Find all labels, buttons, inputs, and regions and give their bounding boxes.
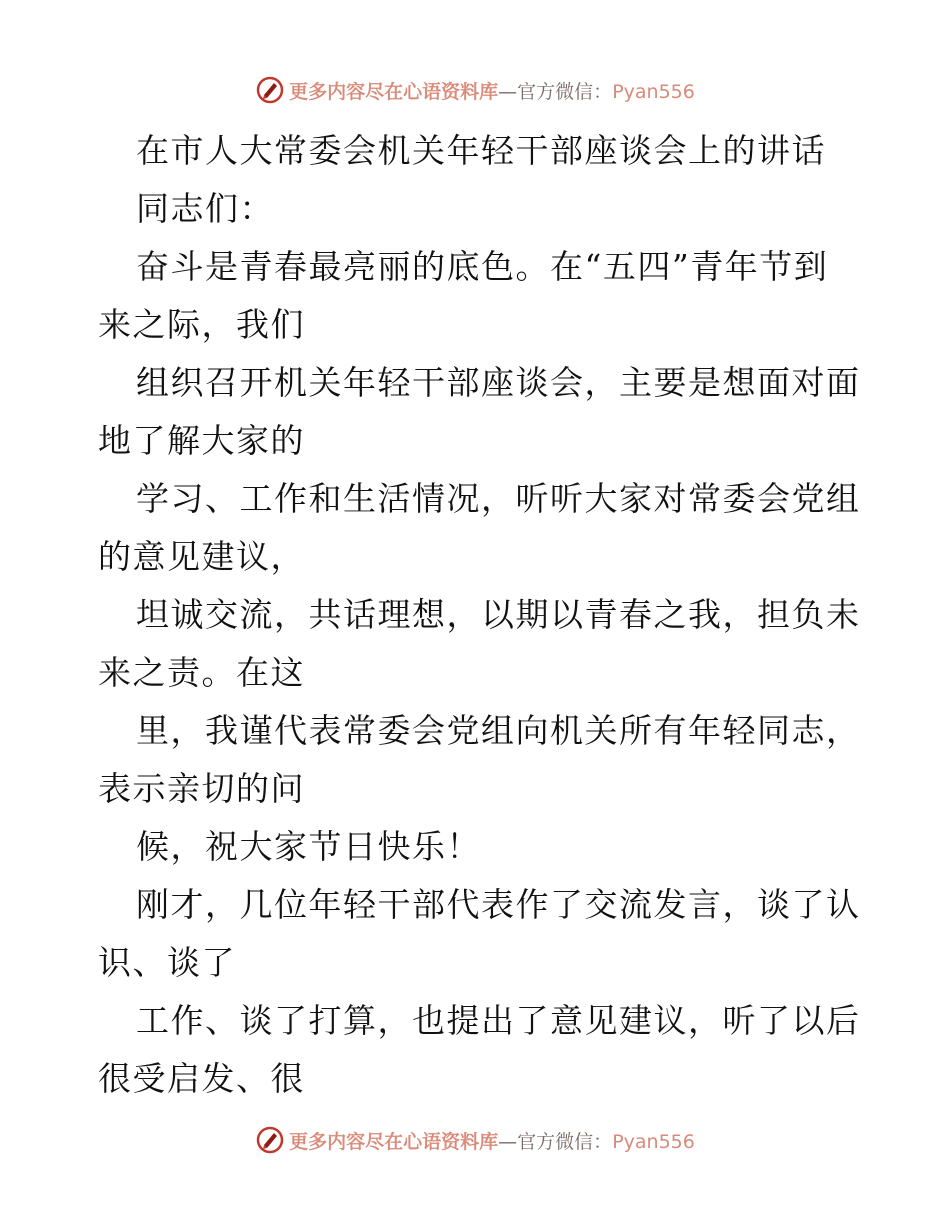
document-line: 学习、工作和生活情况，听听大家对常委会党组 xyxy=(136,479,861,518)
document-line: 表示亲切的问 xyxy=(98,769,305,808)
banner-main-text: 更多内容尽在心语资料库 xyxy=(289,1130,499,1153)
document-line: 来之际，我们 xyxy=(98,305,305,344)
pen-nib-logo-icon xyxy=(255,1125,285,1155)
banner-text xyxy=(289,77,695,104)
banner-text xyxy=(289,1127,695,1154)
document-line: 候，祝大家节日快乐！ xyxy=(136,827,481,866)
document-line: 奋斗是青春最亮丽的底色。在“五四”青年节到 xyxy=(136,247,829,286)
document-line: 同志们： xyxy=(136,189,274,228)
document-line: 识、谈了 xyxy=(98,943,236,982)
document-body xyxy=(98,122,861,1108)
document-line: 的意见建议， xyxy=(98,537,305,576)
footer-banner xyxy=(0,1120,950,1160)
document-line: 来之责。在这 xyxy=(98,653,305,692)
banner-wechat-id: Pyan556 xyxy=(612,1130,695,1153)
banner-wechat-id: Pyan556 xyxy=(612,80,695,103)
document-line: 在市人大常委会机关年轻干部座谈会上的讲话 xyxy=(136,131,826,170)
pen-nib-logo-icon xyxy=(255,75,285,105)
header-banner xyxy=(0,70,950,110)
banner-separator: — xyxy=(498,80,518,103)
banner-main-text: 更多内容尽在心语资料库 xyxy=(289,80,499,103)
document-line: 里，我谨代表常委会党组向机关所有年轻同志， xyxy=(136,711,861,750)
document-line: 地了解大家的 xyxy=(98,421,305,460)
banner-wechat-label: 官方微信： xyxy=(517,80,613,103)
document-line: 组织召开机关年轻干部座谈会，主要是想面对面 xyxy=(136,363,861,402)
document-line: 工作、谈了打算，也提出了意见建议，听了以后 xyxy=(136,1001,861,1040)
document-line: 坦诚交流，共话理想，以期以青春之我，担负未 xyxy=(136,595,861,634)
banner-separator: — xyxy=(498,1130,518,1153)
document-line: 很受启发、很 xyxy=(98,1059,305,1098)
banner-wechat-label: 官方微信： xyxy=(517,1130,613,1153)
document-line: 刚才，几位年轻干部代表作了交流发言，谈了认 xyxy=(136,885,861,924)
